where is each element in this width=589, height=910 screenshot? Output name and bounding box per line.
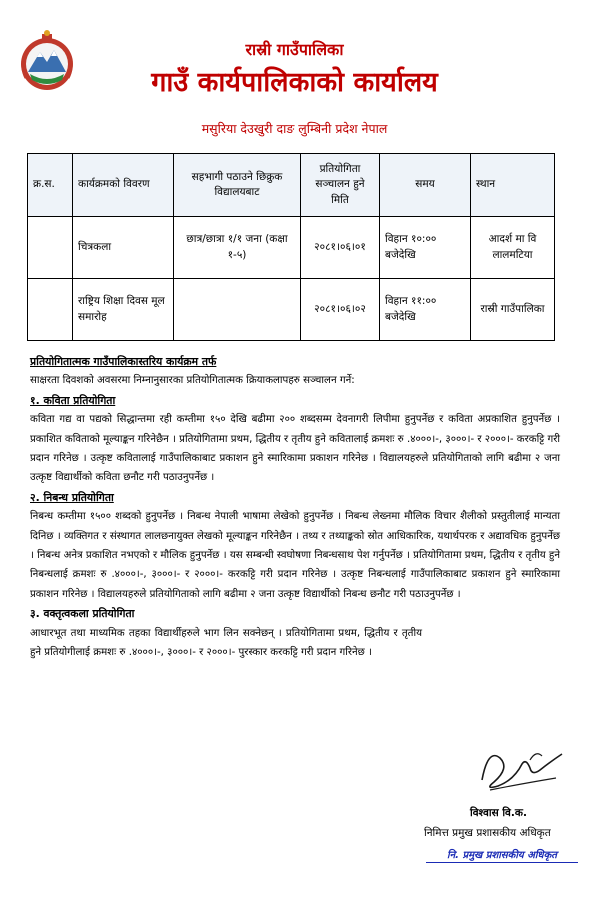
col-header-date: प्रतियोगिता सञ्चालन हुने मिति bbox=[301, 154, 380, 217]
cell-program: राष्ट्रिय शिक्षा दिवस मूल समारोह bbox=[73, 279, 174, 341]
table-header-row bbox=[28, 154, 555, 217]
col-header-venue: स्थान bbox=[471, 154, 555, 217]
notice-body bbox=[30, 352, 560, 663]
table-row bbox=[28, 217, 555, 279]
cell-participants bbox=[174, 279, 301, 341]
section-text-poetry: कविता गद्य वा पद्यको सिद्धान्तमा रही कम्तीमा १५० देखि बढीमा २०० शब्दसम्म देवनागरी लिपीमा हुनुपर्नेछ र कविता अप्रकाशित हुनुपर्नेछ । प्रकाशित कविताको मूल्याङ्कन गरिनेछैन । प्रतियोगितामा प्रथम, द्धितीय र तृतीय हुने कवितालाई क्रमशः रु .४०००।-, ३०००।- र २०००।- करकट्टि गरी प्रदान गरिनेछ । उत्कृष्ट कवितालाई गाउँपालिकाबाट प्रकाशन हुने स्मारिकामा प्रकाशन गरिनेछ । विद्यालयहरुले प्रतियोगिताको लागि बढीमा २ जना उत्कृष्ट विद्यार्थीको कविता छनौट गरी पठाउनुपर्नेछ । bbox=[30, 414, 560, 484]
cell-date: २०८१।०६।०१ bbox=[301, 217, 380, 279]
col-header-time: समय bbox=[380, 154, 471, 217]
section-text-speech: आधारभूत तथा माध्यमिक तहका विद्यार्थीहरुले भाग लिन सक्नेछन् । प्रतियोगितामा प्रथम, द्धितीय र तृतीय हुने प्रतियोगीलाई क्रमशः रु .४०००।-, ३०००।- र २०००।- पुरस्कार करकट्टि गरी प्रदान गरिनेछ । bbox=[30, 627, 422, 659]
table-row bbox=[28, 279, 555, 341]
section-title-essay: २. निबन्ध प्रतियोगिता bbox=[30, 490, 114, 504]
official-stamp: नि. प्रमुख प्रशासकीय अधिकृत bbox=[426, 847, 578, 863]
events-table bbox=[27, 153, 555, 341]
intro-text: साक्षरता दिवशको अवसरमा निम्नानुसारका प्रतियोगितात्मक क्रियाकलापहरु सञ्चालन गर्ने: bbox=[30, 375, 355, 387]
cell-date: २०८१।०६।०२ bbox=[301, 279, 380, 341]
col-header-participants: सहभागी पठाउने छिक्रुक विद्यालयबाट bbox=[174, 154, 301, 217]
section-text-essay: निबन्ध कम्तीमा १५०० शब्दको हुनुपर्नेछ । निबन्ध नेपाली भाषामा लेखेको हुनुपर्नेछ । निबन्ध लेख्नमा मौलिक विचार शैलीको प्रस्तुतीलाई मान्यता दिनिछ । व्यक्तिगत र संस्थागत लालछनायुक्त लेखको मूल्याङ्कन गरिनेछैन । तथ्य र तथ्याङ्कको स्रोत आधिकारिक, यथार्थपरक र अद्यावधिक हुनुपर्नेछ । निबन्ध अनेत्र प्रकाशित नभएको र मौलिक हुनुपर्नेछ । यस सम्बन्धी स्वघोषणा निबन्धसाथ पेश गर्नुपर्नेछ । प्रतियोगितामा प्रथम, द्धितीय र तृतीय हुने निबन्धलाई क्रमशः रु .४०००।-, ३०००।- र २०००।- करकट्टि गरी प्रदान गरिनेछ । उत्कृष्ट निबन्धलाई गाउँपालिकाबाट प्रकाशन हुने स्मारिकामा प्रकाशन गरिनेछ । विद्यालयहरुले प्रतियोगिताको लागि बढीमा २ जना उत्कृष्ट विद्यार्थीको निबन्ध छनौट गरी पठाउनुपर्नेछ । bbox=[30, 511, 560, 600]
cell-program: चित्रकला bbox=[73, 217, 174, 279]
office-title: गाउँ कार्यपालिकाको कार्यालय bbox=[151, 67, 438, 98]
signature-mark bbox=[470, 740, 570, 800]
signatory-title: निमित्त प्रमुख प्रशासकीय अधिकृत bbox=[424, 827, 551, 839]
cell-participants: छात्र/छात्रा १/१ जना (कक्षा १-५) bbox=[174, 217, 301, 279]
cell-sn bbox=[28, 217, 73, 279]
section-title-speech: ३. वक्तृत्वकला प्रतियोगिता bbox=[30, 607, 135, 621]
section-title-poetry: १. कविता प्रतियोगिता bbox=[30, 393, 116, 407]
signatory-name: विश्वास वि.क. bbox=[470, 807, 527, 819]
cell-venue: आदर्श मा वि लालमटिया bbox=[471, 217, 555, 279]
cell-venue: रास्री गाउँपालिका bbox=[471, 279, 555, 341]
cell-time: विहान १०:०० बजेदेखि bbox=[380, 217, 471, 279]
col-header-program: कार्यक्रमको विवरण bbox=[73, 154, 174, 217]
municipality-name: रास्री गाउँपालिका bbox=[245, 40, 344, 59]
intro-title: प्रतियोगितात्मक गाउँपालिकास्तरिय कार्यक्रम तर्फ bbox=[30, 355, 217, 368]
cell-sn bbox=[28, 279, 73, 341]
cell-time: विहान ११:०० बजेदेखि bbox=[380, 279, 471, 341]
office-address: मसुरिया देउखुरी दाङ लुम्बिनी प्रदेश नेपाल bbox=[201, 121, 388, 136]
col-header-sn: क्र.स. bbox=[28, 154, 73, 217]
